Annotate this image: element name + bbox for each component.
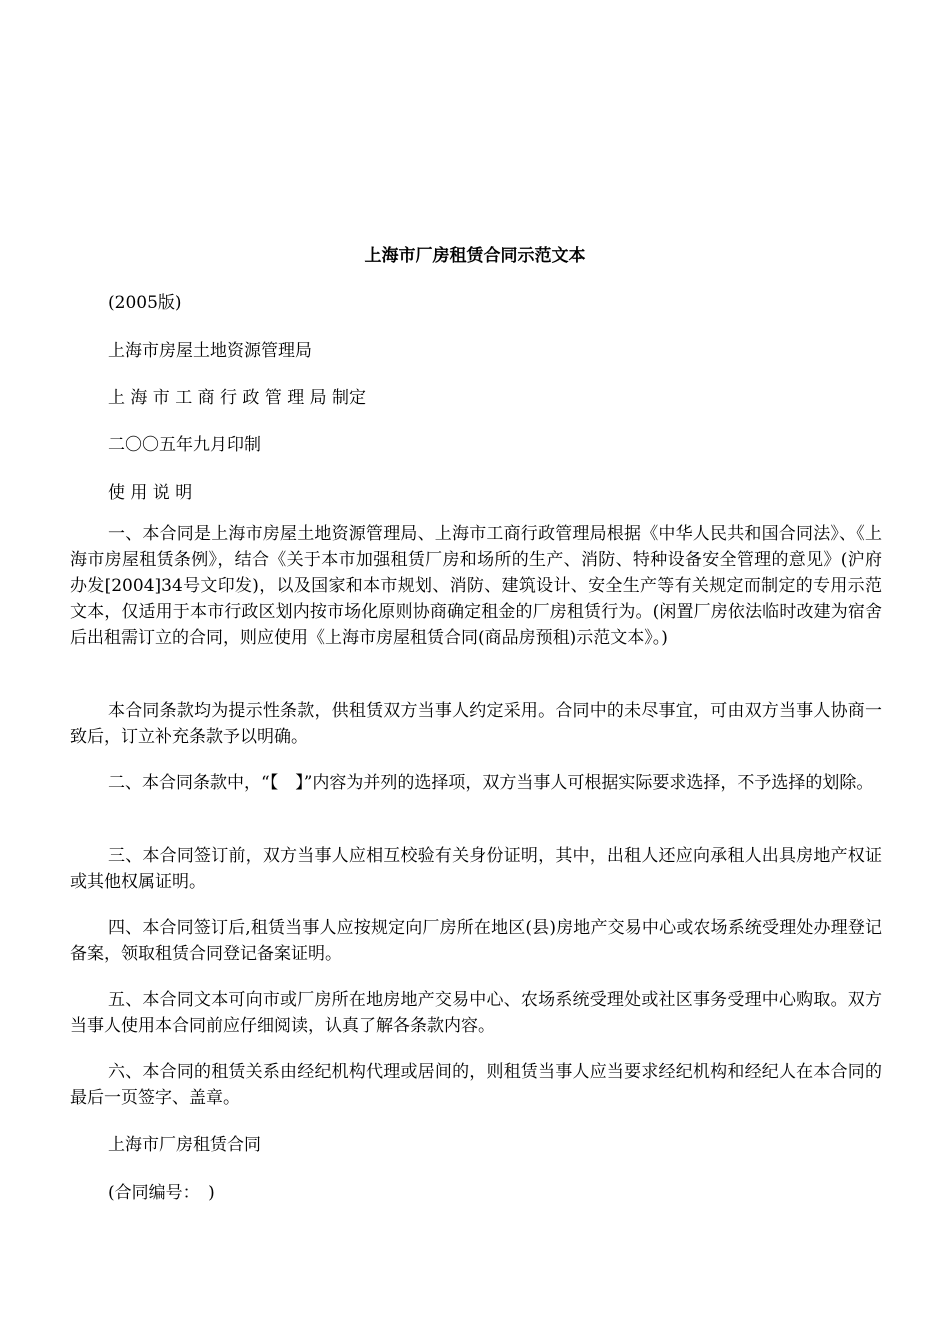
paragraph-3: 二、本合同条款中，“【 】”内容为并列的选择项，双方当事人可根据实际要求选择，不予选择的划除。	[108, 773, 874, 793]
issuer-line-1: 上海市房屋土地资源管理局	[108, 341, 312, 361]
contract-number-line: (合同编号： )	[108, 1183, 215, 1203]
print-date-line: 二〇〇五年九月印制	[108, 435, 261, 455]
paragraph-1: 一、本合同是上海市房屋土地资源管理局、上海市工商行政管理局根据《中华人民共和国合同法》、《上海市房屋租赁条例》，结合《关于本市加强租赁厂房和场所的生产、消防、特种设备安全管理的意见》(沪府办发[2004]34号文印发)，以及国家和本市规划、消防、建筑设计、安全生产等有关规定而制定的专用示范文本，仅适用于本市行政区划内按市场化原则协商确定租金的厂房租赁行为。(闲置厂房依法临时改建为宿舍后出租需订立的合同，则应使用《上海市房屋租赁合同(商品房预租)示范文本》。)	[70, 524, 882, 648]
paragraph-5: 四、本合同签订后,租赁当事人应按规定向厂房所在地区(县)房地产交易中心或农场系统受理处办理登记备案，领取租赁合同登记备案证明。	[70, 918, 882, 964]
issuer-line-2: 上 海 市 工 商 行 政 管 理 局 制定	[108, 388, 367, 408]
contract-title-line: 上海市厂房租赁合同	[108, 1135, 261, 1155]
paragraph-6: 五、本合同文本可向市或厂房所在地房地产交易中心、农场系统受理处或社区事务受理中心购取。双方当事人使用本合同前应仔细阅读，认真了解各条款内容。	[70, 990, 882, 1036]
paragraph-2: 本合同条款均为提示性条款，供租赁双方当事人约定采用。合同中的未尽事宜，可由双方当事人协商一致后，订立补充条款予以明确。	[70, 701, 882, 747]
document-title: 上海市厂房租赁合同示范文本	[364, 246, 586, 266]
paragraph-4: 三、本合同签订前，双方当事人应相互校验有关身份证明，其中，出租人还应向承租人出具房地产权证或其他权属证明。	[70, 846, 882, 892]
paragraph-7: 六、本合同的租赁关系由经纪机构代理或居间的，则租赁当事人应当要求经纪机构和经纪人在本合同的最后一页签字、盖章。	[70, 1062, 882, 1108]
usage-heading: 使 用 说 明	[108, 483, 193, 503]
edition-line: (2005版)	[108, 293, 182, 313]
